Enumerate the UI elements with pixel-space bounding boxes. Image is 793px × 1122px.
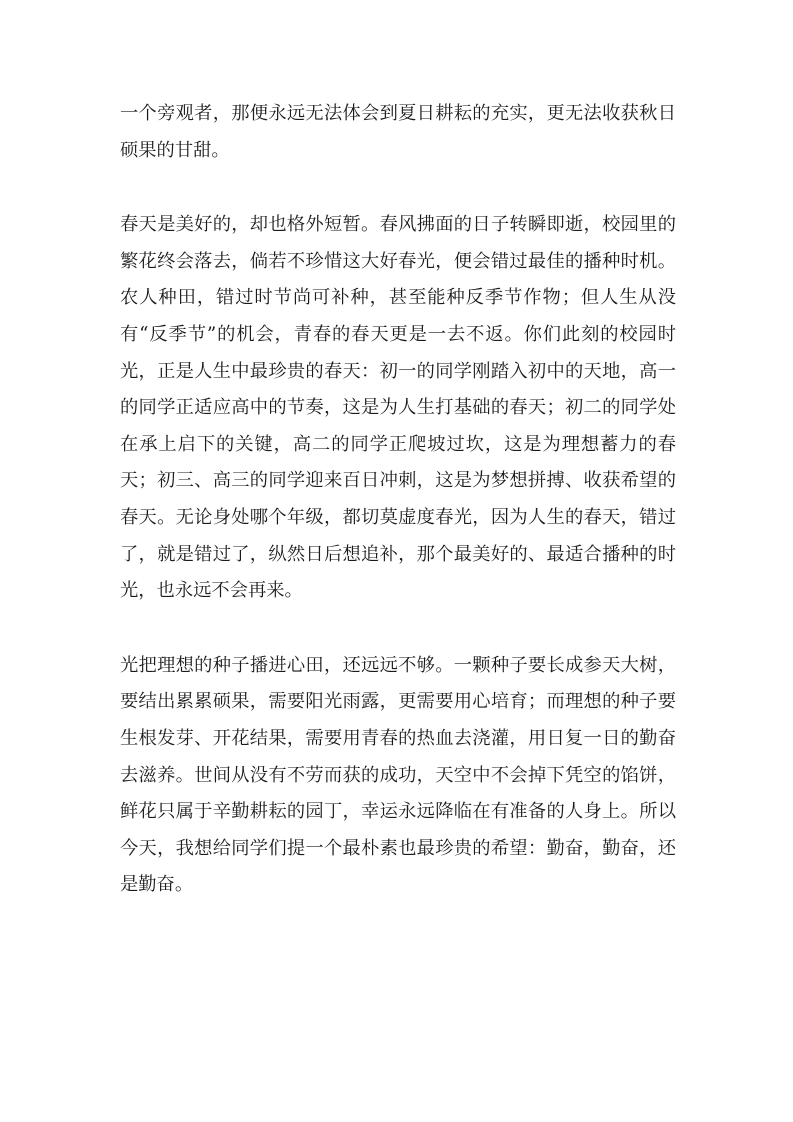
document-body: [120, 96, 676, 904]
paragraph-3: 光把理想的种子播进心田，还远远不够。一颗种子要长成参天大树，要结出累累硕果，需要阳光雨露，更需要用心培育；而理想的种子要生根发芽、开花结果，需要用青春的热血去浇灌，用日复一日的勤奋去滋养。世间从没有不劳而获的成功，天空中不会掉下凭空的馅饼，鲜花只属于辛勤耕耘的园丁，幸运永远降临在有准备的人身上。所以今天，我想给同学们提一个最朴素也最珍贵的希望：勤奋，勤奋，还是勤奋。: [120, 654, 676, 896]
paragraph-1: 一个旁观者，那便永远无法体会到夏日耕耘的充实，更无法收获秋日硕果的甘甜。: [120, 103, 676, 161]
paragraph-2: 春天是美好的，却也格外短暂。春风拂面的日子转瞬即逝，校园里的繁花终会落去，倘若不珍惜这大好春光，便会错过最佳的播种时机。农人种田，错过时节尚可补种，甚至能种反季节作物；但人生从没有“反季节”的机会，青春的春天更是一去不返。你们此刻的校园时光，正是人生中最珍贵的春天：初一的同学刚踏入初中的天地，高一的同学正适应高中的节奏，这是为人生打基础的春天；初二的同学处在承上启下的关键，高二的同学正爬坡过坎，这是为理想蓄力的春天；初三、高三的同学迎来百日冲刺，这是为梦想拼搏、收获希望的春天。无论身处哪个年级，都切莫虚度春光，因为人生的春天，错过了，就是错过了，纵然日后想追补，那个最美好的、最适合播种的时光，也永远不会再来。: [120, 214, 676, 602]
